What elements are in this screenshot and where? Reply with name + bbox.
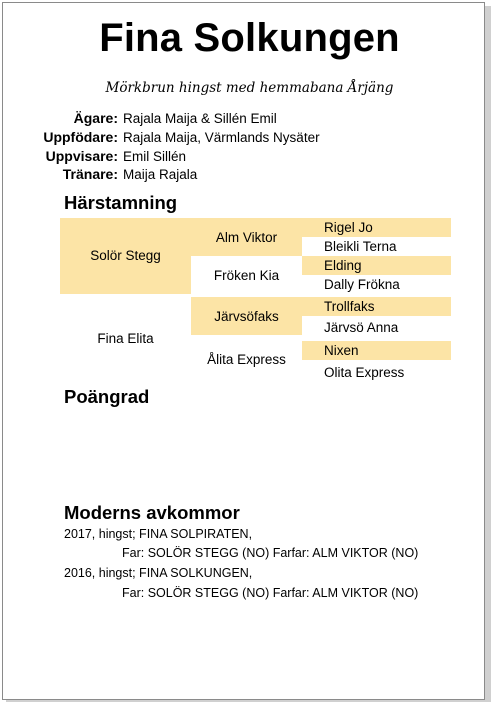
owner-label: Ägare: [73, 110, 118, 126]
offspring-2-line1: 2016, hingst; FINA SOLKUNGEN, [64, 566, 253, 580]
pedigree-sire-sire: Alm Viktor [215, 230, 278, 245]
pedigree-gg-7: Nixen [324, 343, 359, 358]
pedigree-gg-2: Bleikli Terna [324, 239, 397, 254]
pedigree-sire-dam: Fröken Kia [213, 268, 280, 283]
offspring-2-line2: Far: SOLÖR STEGG (NO) Farfar: ALM VIKTOR (NO) [122, 586, 419, 600]
horse-name-title: Fina Solkungen [99, 16, 400, 60]
pedigree-gg-1: Rigel Jo [324, 220, 373, 235]
pedigree-gg-3: Elding [324, 258, 362, 273]
offspring-1-line1: 2017, hingst; FINA SOLPIRATEN, [64, 527, 253, 541]
breeder-value: Rajala Maija, Värmlands Nysäter [123, 130, 320, 145]
pedigree-dam: Fina Elita [97, 331, 154, 346]
pedigree-sire: Solör Stegg [90, 248, 161, 263]
owner-value: Rajala Maija & Sillén Emil [123, 111, 277, 126]
pedigree-dam-dam: Ålita Express [207, 352, 286, 367]
offspring-1-line2: Far: SOLÖR STEGG (NO) Farfar: ALM VIKTOR (NO) [122, 546, 419, 560]
exhibitor-label: Uppvisare: [45, 148, 118, 164]
offspring-heading: Moderns avkommor [64, 502, 240, 523]
pedigree-gg-8: Olita Express [324, 365, 405, 380]
pedigree-gg-5: Trollfaks [324, 299, 375, 314]
trainer-value: Maija Rajala [123, 167, 198, 182]
trainer-label: Tränare: [62, 166, 118, 182]
page-shadow-right [485, 6, 491, 700]
horse-subtitle: Mörkbrun hingst med hemmabana Årjäng [105, 80, 394, 96]
points-heading: Poängrad [64, 386, 150, 407]
exhibitor-value: Emil Sillén [123, 149, 187, 164]
pedigree-heading: Härstamning [64, 192, 178, 213]
breeder-label: Uppfödare: [43, 129, 118, 145]
pedigree-gg-4: Dally Frökna [324, 277, 400, 292]
pedigree-gg-6: Järvsö Anna [324, 320, 399, 335]
pedigree-dam-sire: Järvsöfaks [214, 309, 279, 324]
